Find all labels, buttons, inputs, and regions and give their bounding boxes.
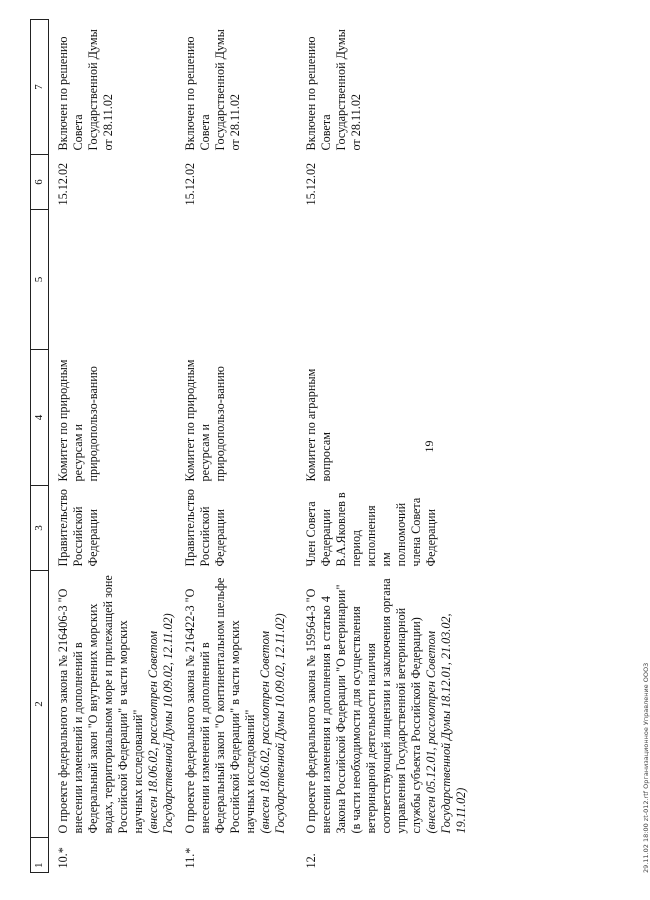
column-header: 7 <box>31 20 49 155</box>
column-header: 5 <box>31 210 49 350</box>
initiator: Правительство Российской Федерации <box>56 489 100 567</box>
row-number: 11.* <box>183 847 197 869</box>
consideration-date: 15.12.02 <box>304 162 318 206</box>
row-number: 10.* <box>56 847 70 869</box>
consideration-date: 15.12.02 <box>183 162 197 206</box>
consideration-date: 15.12.02 <box>56 162 70 206</box>
row-number: 12. <box>304 853 318 869</box>
responsible-committee: Комитет по природным ресурсам и природопользо-ванию <box>56 359 100 482</box>
initiator: Член Совета Федерации В.А.Яковлев в период исполнения им полномочий члена Совета Федерации <box>304 492 438 567</box>
column-5-cell <box>49 210 177 350</box>
responsible-committee: Комитет по природным ресурсам и природопользо-ванию <box>183 359 227 482</box>
column-header: 2 <box>31 571 49 838</box>
column-header: 4 <box>31 350 49 486</box>
bill-title: О проекте федерального закона № 159564-3 "О внесении изменения и дополнения в статью 4 Закона Российской Федерации "О ветеринарии" (в части необходимости для осуществления ветеринарной деятельности наличия соответствующей лицензии и заключения органа управления Государственной ветеринарной службы субъекта Российской Федерации) <box>304 578 423 834</box>
initiator: Правительство Российской Федерации <box>183 489 227 567</box>
bill-title: О проекте федерального закона № 216422-3 "О внесении изменений и дополнений в Федеральный закон "О континентальном шельфе Российской Федерации" в части морских научных исследований" <box>183 577 257 834</box>
responsible-committee: Комитет по аграрным вопросам <box>304 368 333 482</box>
bill-description <box>297 571 494 838</box>
header-row <box>31 20 49 873</box>
bill-description <box>49 571 177 838</box>
inclusion-status: Включен по решению Совета Государственной Думы от 28.11.02 <box>304 29 363 151</box>
table-row <box>297 20 494 873</box>
column-header: 1 <box>31 838 49 873</box>
column-5-cell <box>297 210 494 350</box>
bill-description <box>176 571 297 838</box>
rotated-landscape-sheet <box>30 20 650 873</box>
inclusion-status: Включен по решению Совета Государственной Думы от 28.11.02 <box>183 29 242 151</box>
bill-note: (внесен 18.06.02, рассмотрен Советом Государственной Думы 10.09.02, 12.11.02) <box>146 613 175 834</box>
column-5-cell <box>176 210 297 350</box>
bill-note: (внесен 05.12.01, рассмотрен Советом Государственной Думы 18.12.01, 21.03.02, 19.11.02) <box>424 613 468 834</box>
file-footer: 29.11.02 18:00 zt-012.rtf Организационное Управление ООО3 <box>642 662 650 873</box>
bill-note: (внесен 18.06.02, рассмотрен Советом Государственной Думы 10.09.02, 12.11.02) <box>258 613 287 834</box>
column-header: 3 <box>31 486 49 571</box>
column-header: 6 <box>31 155 49 210</box>
table-row <box>49 20 177 873</box>
page-number: 19 <box>422 440 436 453</box>
inclusion-status: Включен по решению Совета Государственной Думы от 28.11.02 <box>56 29 115 151</box>
bill-title: О проекте федерального закона № 216406-3 "О внесении изменений и дополнений в Федеральный закон "О внутренних морских водах, территориальном море и прилежащей зоне Российской Федерации" в части морских научных исследований" <box>56 575 145 834</box>
table-row <box>176 20 297 873</box>
